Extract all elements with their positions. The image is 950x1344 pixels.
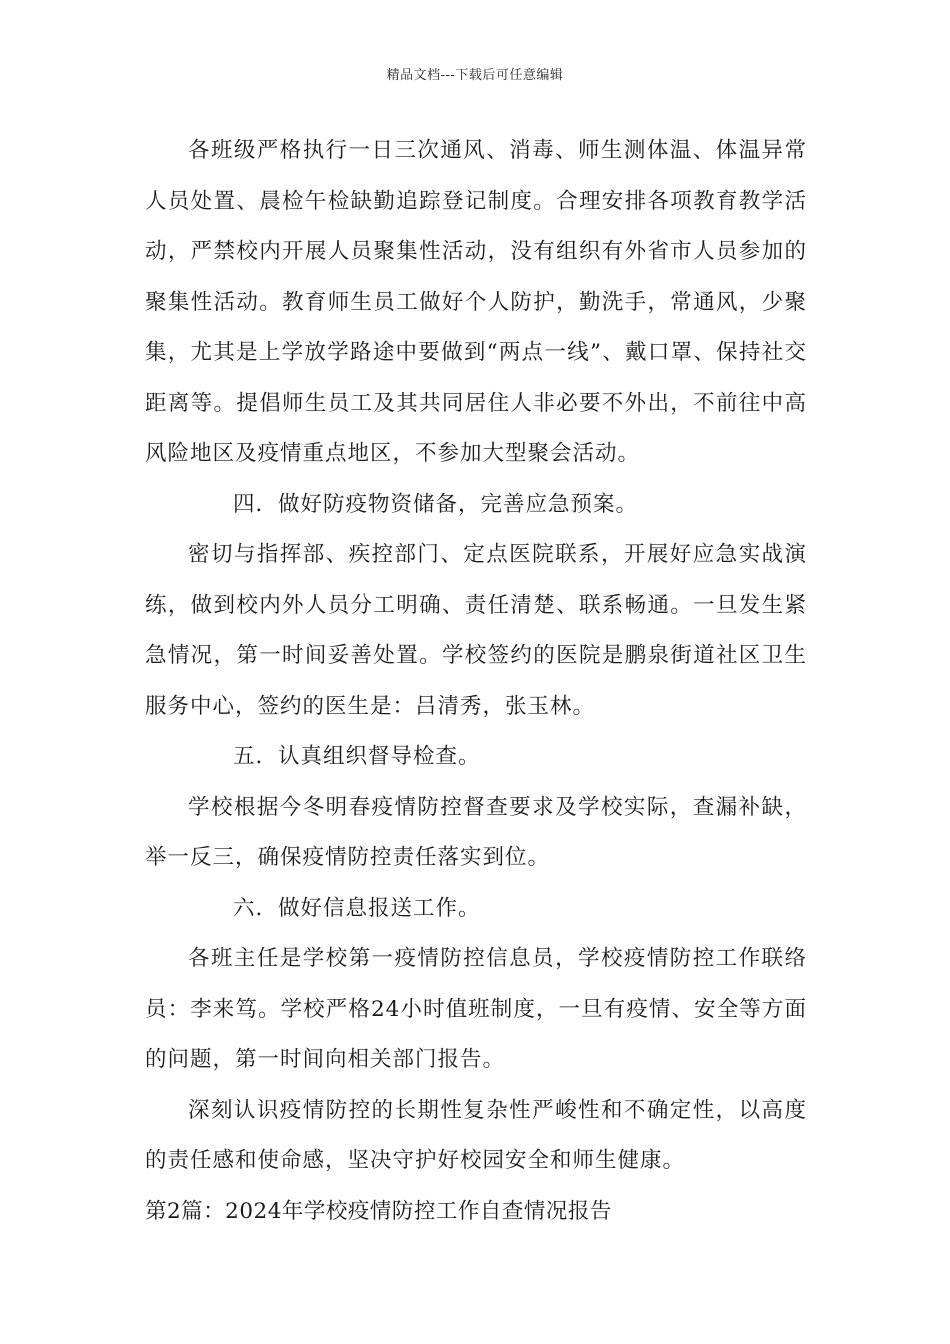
paragraph-conclusion: 深刻认识疫情防控的长期性复杂性严峻性和不确定性，以高度的责任感和使命感，坚决守护好校园安全和师生健康。 xyxy=(145,1097,807,1173)
heading-section-6: 六．做好信息报送工作。 xyxy=(233,895,481,921)
section-title-part-2: 第2篇：2024年学校疫情防控工作自查情况报告 xyxy=(145,1198,612,1224)
heading-section-5: 五．认真组织督导检查。 xyxy=(233,744,481,769)
document-body xyxy=(145,126,807,1237)
paragraph-emergency-plan: 密切与指挥部、疾控部门、定点医院联系，开展好应急实战演练，做到校内外人员分工明确、责任清楚、联系畅通。一旦发生紧急情况，第一时间妥善处置。学校签约的医院是鹏泉街道社区卫生服务中心，签约的医生是：吕清秀，张玉林。 xyxy=(145,542,807,719)
paragraph-reporting: 各班主任是学校第一疫情防控信息员，学校疫情防控工作联络员：李来笃。学校严格24小时值班制度，一旦有疫情、安全等方面的问题，第一时间向相关部门报告。 xyxy=(145,946,807,1072)
page-header: 精品文档---下载后可任意编辑 xyxy=(386,68,564,83)
paragraph-class-measures: 各班级严格执行一日三次通风、消毒、师生测体温、体温异常人员处置、晨检午检缺勤追踪登记制度。合理安排各项教育教学活动，严禁校内开展人员聚集性活动，没有组织有外省市人员参加的聚集性活动。教育师生员工做好个人防护，勤洗手，常通风，少聚集，尤其是上学放学路途中要做到“两点一线”、戴口罩、保持社交距离等。提倡师生员工及其共同居住人非必要不外出，不前往中高风险地区及疫情重点地区，不参加大型聚会活动。 xyxy=(145,138,807,466)
heading-section-4: 四．做好防疫物资储备，完善应急预案。 xyxy=(233,491,639,517)
paragraph-inspection: 学校根据今冬明春疫情防控督查要求及学校实际，查漏补缺，举一反三，确保疫情防控责任落实到位。 xyxy=(145,794,807,870)
